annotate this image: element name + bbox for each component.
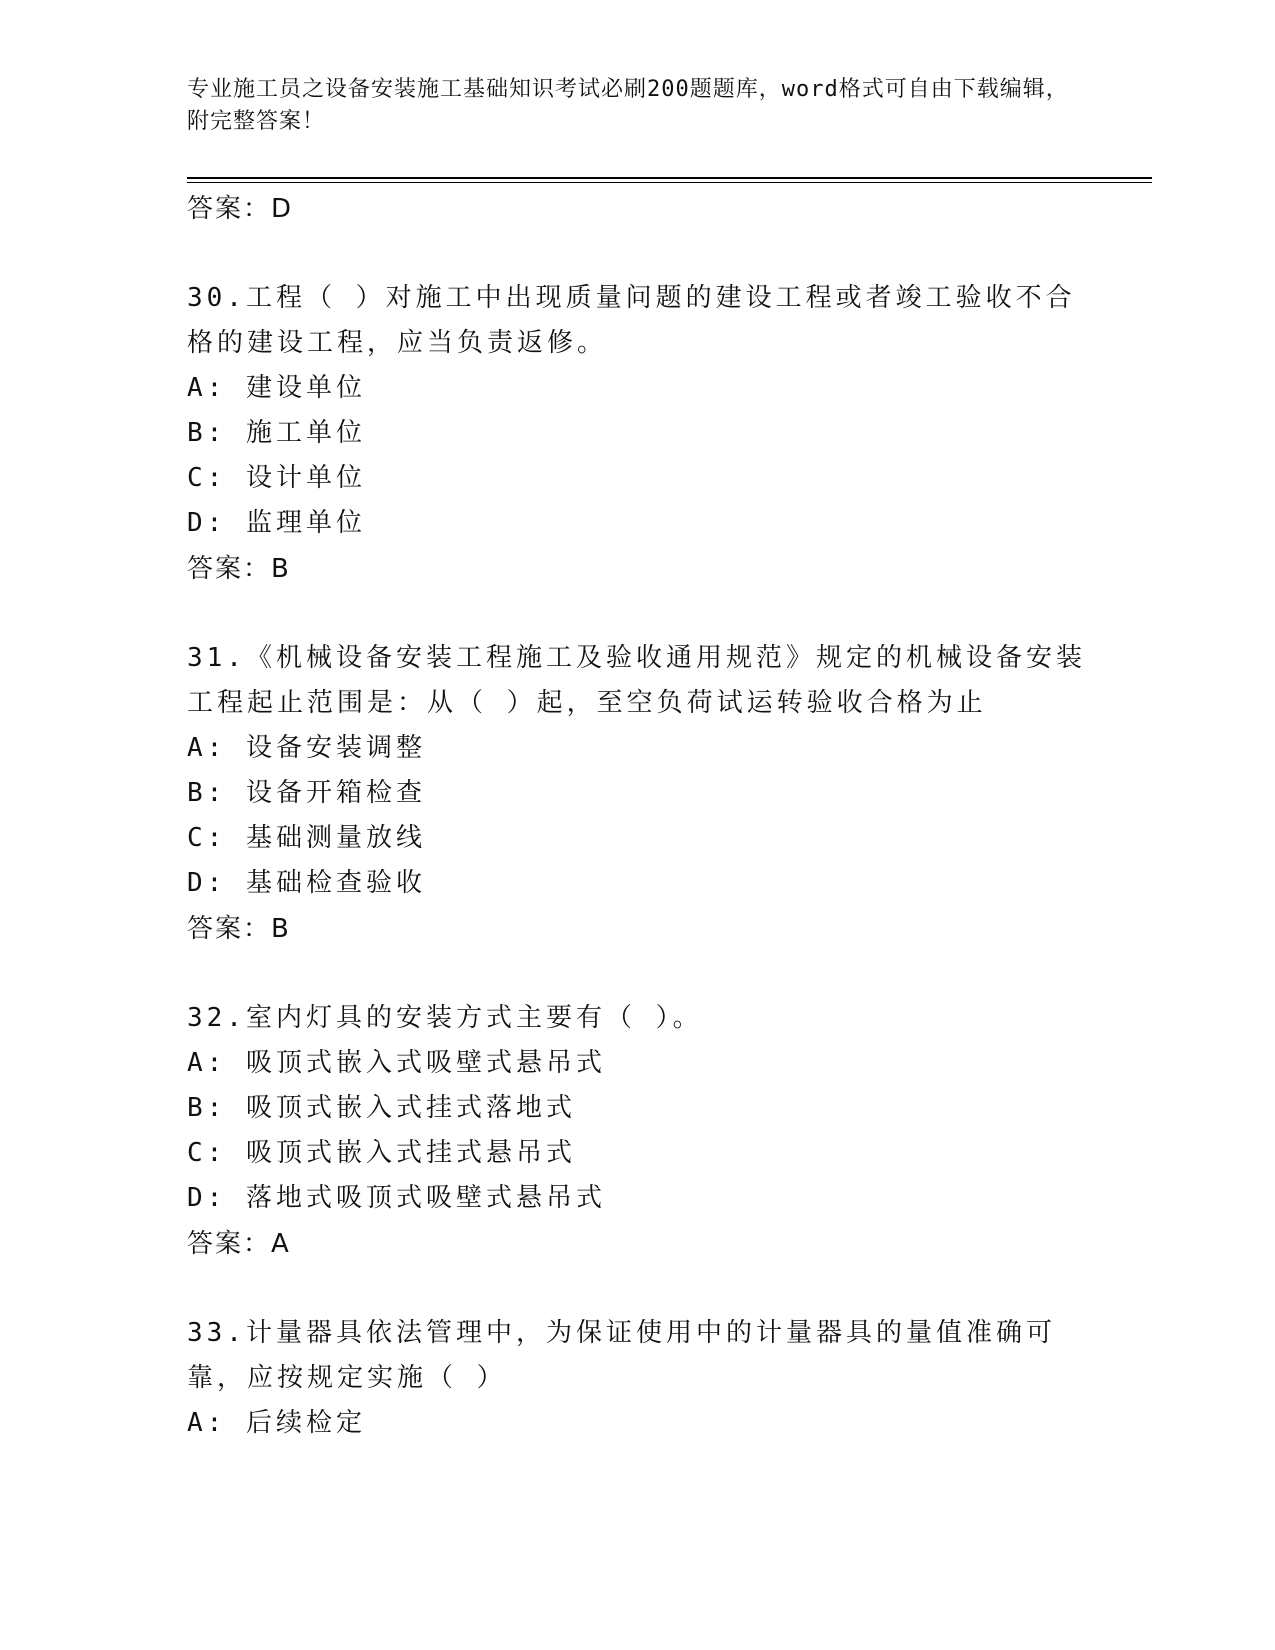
option-d: D: 基础检查验收 — [187, 868, 426, 898]
question-stem: 30.工程（ ）对施工中出现质量问题的建设工程或者竣工验收不合格的建设工程，应当负责返修。 — [187, 283, 1076, 358]
option-c: C: 设计单位 — [187, 463, 366, 493]
question-answer: 答案：B — [187, 554, 291, 584]
option-b: B: 吸顶式嵌入式挂式落地式 — [187, 1093, 576, 1123]
question-31 — [187, 636, 1087, 952]
question-answer: 答案：B — [187, 914, 291, 944]
question-answer: 答案：A — [187, 1229, 291, 1259]
option-a: A: 后续检定 — [187, 1408, 366, 1438]
question-33 — [187, 1311, 1087, 1446]
content — [187, 186, 1087, 1446]
option-b: B: 设备开箱检查 — [187, 778, 426, 808]
question-32 — [187, 996, 1087, 1267]
question-30 — [187, 276, 1087, 592]
option-c: C: 吸顶式嵌入式挂式悬吊式 — [187, 1138, 576, 1168]
header-rule-thick — [187, 177, 1152, 179]
option-d: D: 落地式吸顶式吸壁式悬吊式 — [187, 1183, 606, 1213]
question-stem: 32.室内灯具的安装方式主要有（ ）。 — [187, 1003, 703, 1033]
question-stem: 33.计量器具依法管理中，为保证使用中的计量器具的量值准确可靠，应按规定实施（ ） — [187, 1318, 1056, 1393]
header-rule-thin — [187, 182, 1152, 183]
page-header: 专业施工员之设备安装施工基础知识考试必刷200题题库，word格式可自由下载编辑，附完整答案！ — [187, 77, 1069, 134]
option-b: B: 施工单位 — [187, 418, 366, 448]
option-c: C: 基础测量放线 — [187, 823, 426, 853]
option-a: A: 设备安装调整 — [187, 733, 426, 763]
option-a: A: 建设单位 — [187, 373, 366, 403]
option-a: A: 吸顶式嵌入式吸壁式悬吊式 — [187, 1048, 606, 1078]
option-d: D: 监理单位 — [187, 508, 366, 538]
previous-answer: 答案：D — [187, 194, 294, 224]
question-stem: 31.《机械设备安装工程施工及验收通用规范》规定的机械设备安装工程起止范围是：从（ ）起，至空负荷试运转验收合格为止 — [187, 643, 1086, 718]
